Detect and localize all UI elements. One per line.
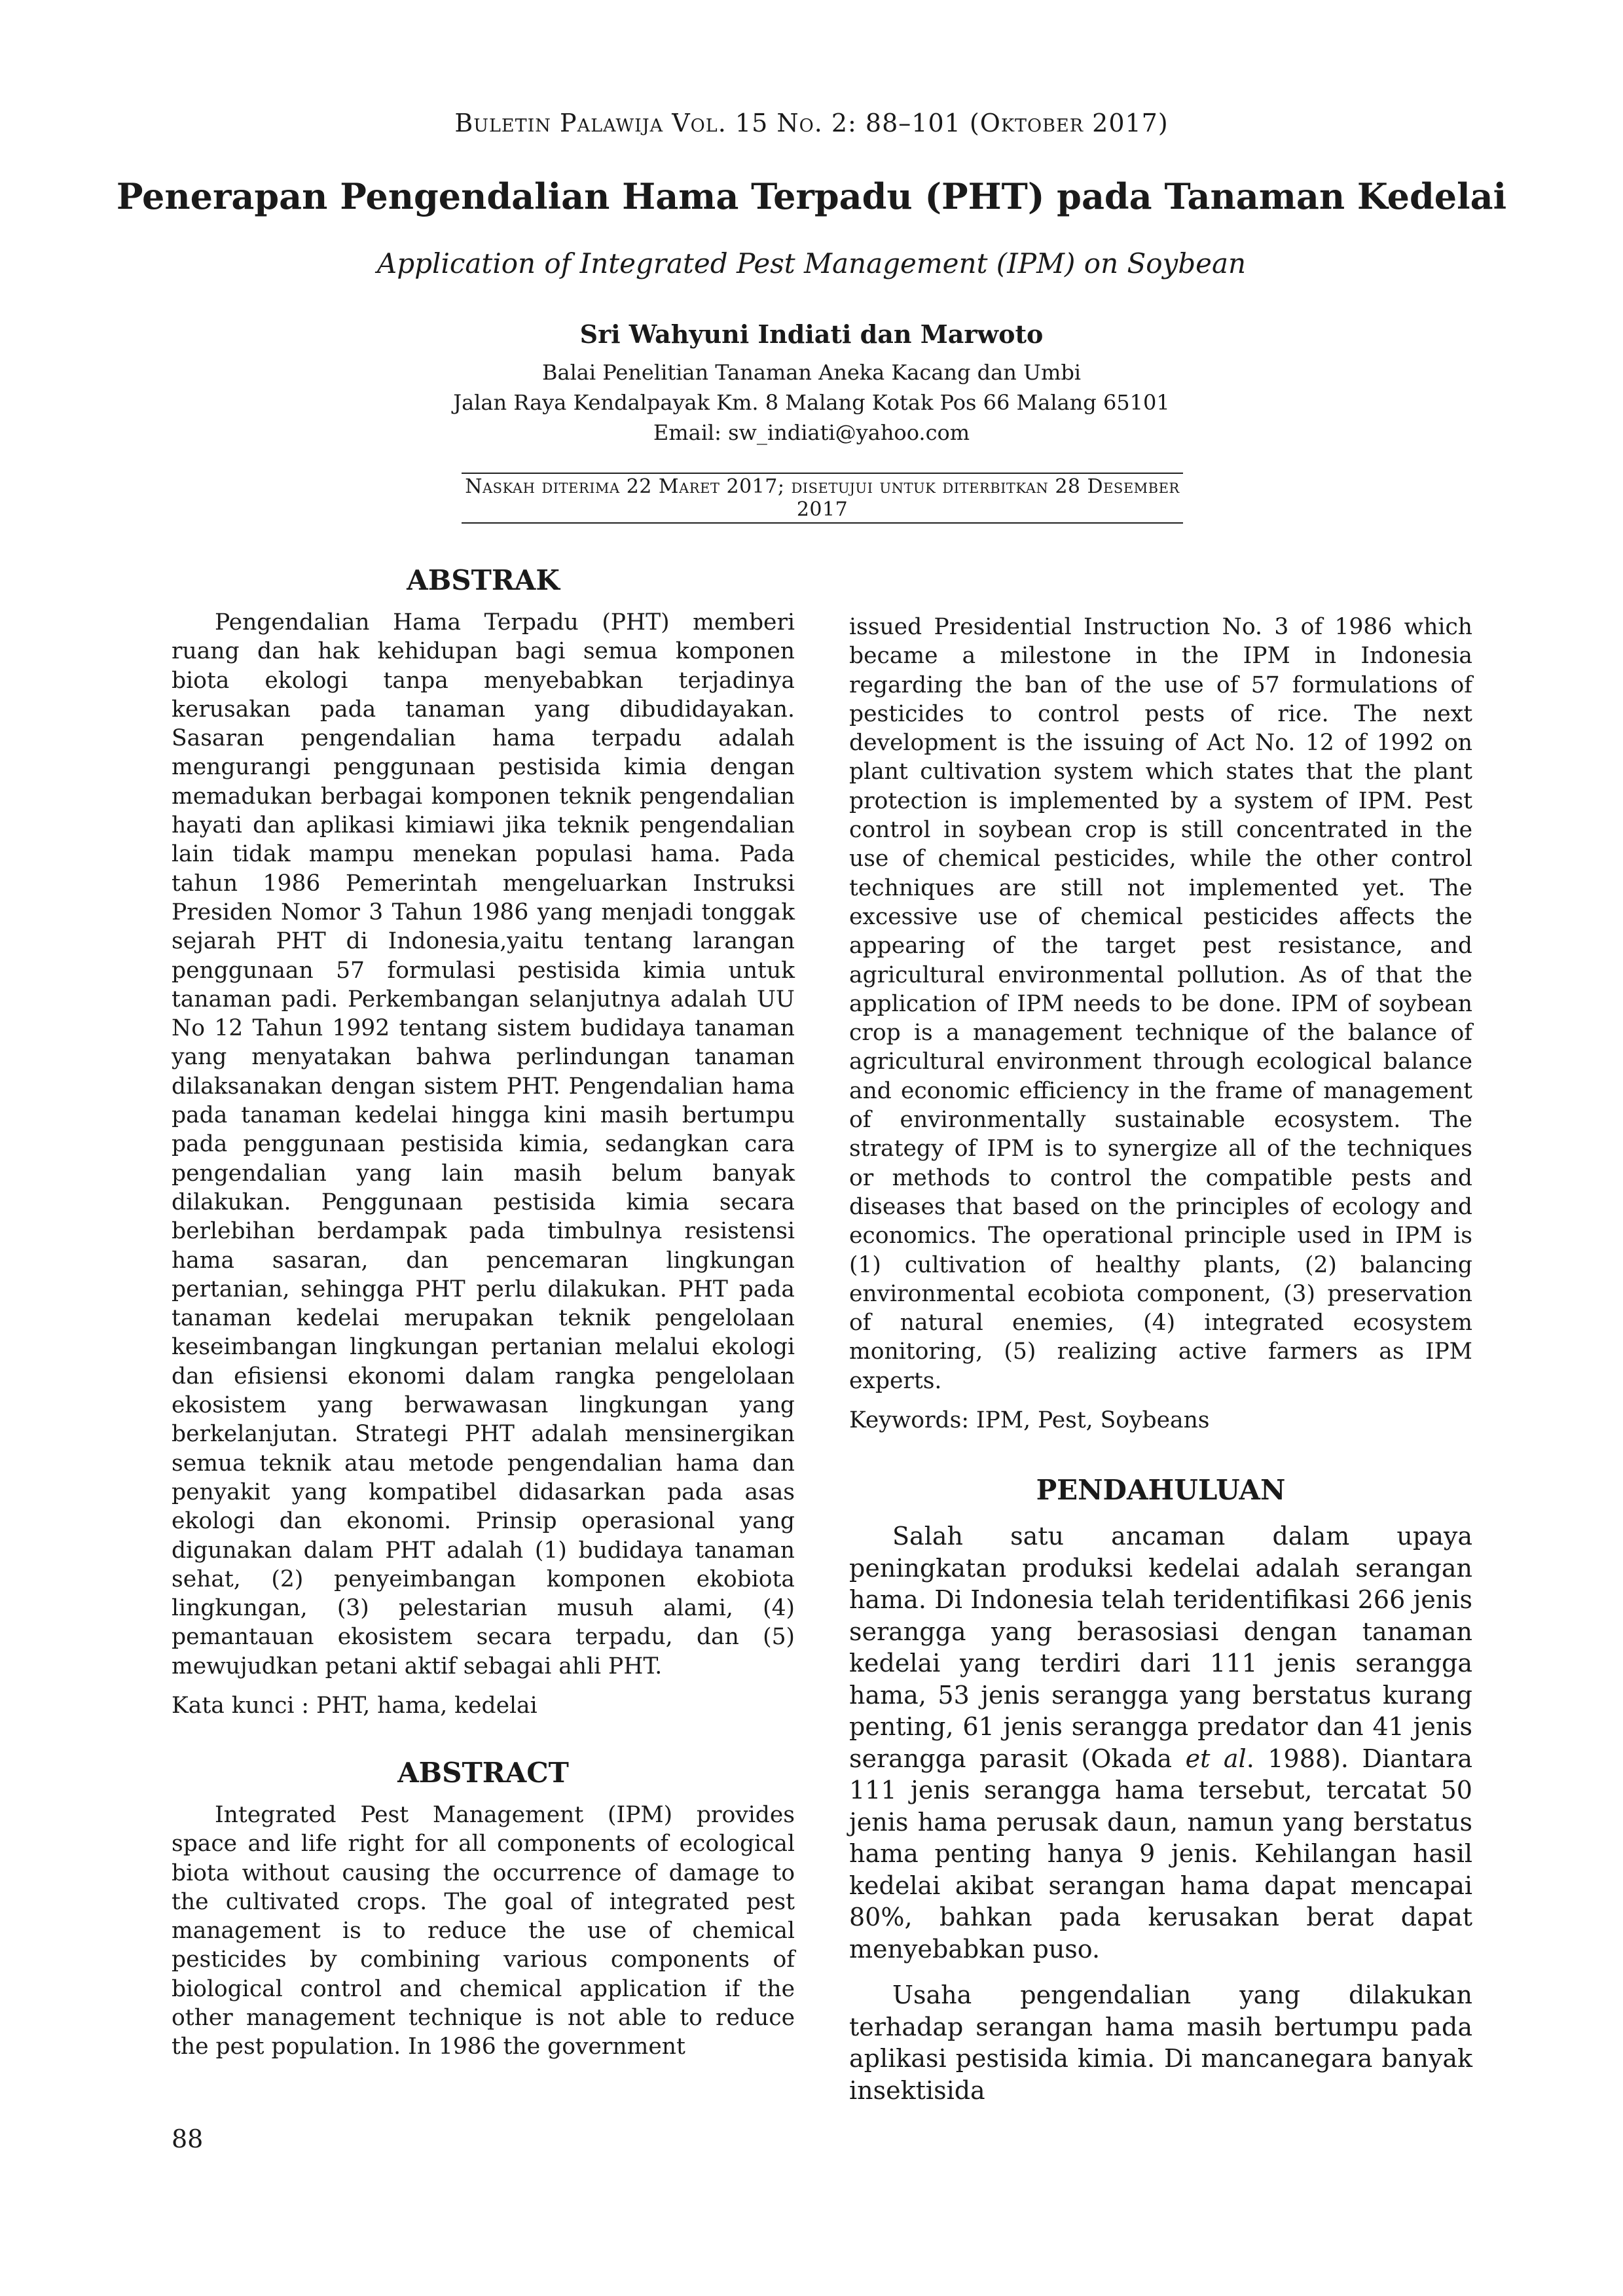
abstrak-text: Pengendalian Hama Terpadu (PHT) memberi ruang dan hak kehidupan bagi semua komponen biota ekologi tanpa menyebabkan terjadinya kerusakan pada tanaman yang dibudidayakan. Sasaran pengendalian hama terpadu adalah mengurangi penggunaan pestisida kimia dengan memadukan berbagai komponen teknik pengendalian hayati dan aplikasi kimiawi jika teknik pengendalian lain tidak mampu menekan populasi hama. Pada tahun 1986 Pemerintah mengeluarkan Instruksi Presiden Nomor 3 Tahun 1986 yang menjadi tonggak sejarah PHT di Indonesia,yaitu tentang larangan penggunaan 57 formulasi pestisida kimia untuk tanaman padi. Perkembangan selanjutnya adalah UU No 12 Tahun 1992 tentang sistem budidaya tanaman yang menyatakan bahwa perlindungan tanaman dilaksanakan dengan sistem PHT. Pengendalian hama pada tanaman kedelai hingga kini masih bertumpu pada penggunaan pestisida kimia, sedangkan cara pengendalian yang lain masih belum banyak dilakukan. Penggunaan pestisida kimia secara berlebihan berdampak pada timbulnya resistensi hama sasaran, dan pencemaran lingkungan pertanian, sehingga PHT perlu dilakukan. PHT pada tanaman kedelai merupakan teknik pengelolaan keseimbangan lingkungan pertanian melalui ekologi dan efisiensi ekonomi dalam rangka pengelolaan ekosistem yang berwawasan lingkungan yang berkelanjutan. Strategi PHT adalah mensinergikan semua teknik atau metode pengendalian hama dan penyakit yang kompatibel didasarkan pada asas ekologi dan ekonomi. Prinsip operasional yang digunakan dalam PHT adalah (1) budidaya tanaman sehat, (2) penyeimbangan komponen ekobiota lingkungan, (3) pelestarian musuh alami, (4) pemantauan ekosistem secara terpadu, dan (5) mewujudkan petani aktif sebagai ahli PHT. bbox=[172, 609, 795, 1679]
pendahuluan-heading: PENDAHULUAN bbox=[1036, 1474, 1286, 1507]
abstrak-heading: ABSTRAK bbox=[407, 564, 560, 596]
journal-header: Buletin Palawija Vol. 15 No. 2: 88–101 (Oktober 2017) bbox=[454, 109, 1169, 137]
abstrak-keywords: Kata kunci : PHT, hama, kedelai bbox=[172, 1692, 538, 1719]
page-number: 88 bbox=[172, 2125, 204, 2153]
left-column bbox=[172, 564, 795, 2062]
affiliation-institution: Balai Penelitian Tanaman Aneka Kacang dan Umbi bbox=[541, 360, 1082, 385]
pendahuluan-paragraph-2: Usaha pengendalian yang dilakukan terhadap serangan hama masih bertumpu pada aplikasi pestisida kimia. Di mancanegara banyak insektisida bbox=[849, 1981, 1472, 2105]
abstract-text-right: issued Presidential Instruction No. 3 of 1986 which became a milestone in the IPM in Indonesia regarding the ban of the use of 57 formulations of pesticides to control pests of rice. The next development is the issuing of Act No. 12 of 1992 on plant cultivation system which states that the plant protection is implemented by a system of IPM. Pest control in soybean crop is still concentrated in the use of chemical pesticides, while the other control techniques are still not implemented yet. The excessive use of chemical pesticides affects the appearing of the target pest resistance, and agricultural environmental pollution. As of that the application of IPM needs to be done. IPM of soybean crop is a management technique of the balance of agricultural environment through ecological balance and economic efficiency in the frame of management of environmentally sustainable ecosystem. The strategy of IPM is to synergize all of the techniques or methods to control the compatible pests and diseases that based on the principles of ecology and economics. The operational principle used in IPM is (1) cultivation of healthy plants, (2) balancing environmental ecobiota component, (3) preservation of natural enemies, (4) integrated ecosystem monitoring, (5) realizing active farmers as IPM experts. bbox=[849, 614, 1472, 1394]
paper-title: Penerapan Pengendalian Hama Terpadu (PHT) pada Tanaman Kedelai bbox=[116, 175, 1507, 217]
affiliation-address: Jalan Raya Kendalpayak Km. 8 Malang Kotak Pos 66 Malang 65101 bbox=[453, 390, 1170, 415]
pendahuluan-paragraph-1 bbox=[849, 1520, 1472, 1965]
pendahuluan-p1-italic: et al bbox=[1185, 1744, 1247, 1773]
pendahuluan-p1-text-b: . 1988). Diantara 111 jenis serangga hama tersebut, tercatat 50 jenis hama perusak daun, namun yang berstatus hama penting hanya 9 jenis. Kehilangan hasil kedelai akibat serangan hama dapat mencapai 80%, bahkan pada kerusakan berat dapat menyebabkan puso. bbox=[849, 1744, 1472, 1964]
pendahuluan-p1-text-a: Salah satu ancaman dalam upaya peningkatan produksi kedelai adalah serangan hama. Di Indonesia telah teridentifikasi 266 jenis serangga yang berasosiasi dengan tanaman kedelai yang terdiri dari 111 jenis serangga hama, 53 jenis serangga yang berstatus kurang penting, 61 jenis serangga predator dan 41 jenis serangga parasit (Okada bbox=[849, 1522, 1472, 1773]
abstract-text-left: Integrated Pest Management (IPM) provides space and life right for all components of ecological biota without causing the occurrence of damage to the cultivated crops. The goal of integrated pest management is to reduce the use of chemical pesticides by combining various components of biological control and chemical application if the other management technique is not able to reduce the pest population. In 1986 the government bbox=[172, 1801, 795, 2060]
abstract-heading: ABSTRACT bbox=[397, 1756, 569, 1789]
paper-subtitle: Application of Integrated Pest Management (IPM) on Soybean bbox=[376, 247, 1247, 279]
right-column bbox=[849, 613, 1472, 2106]
received-dates: Naskah diterima 22 Maret 2017; disetujui untuk diterbitkan 28 Desember 2017 bbox=[462, 473, 1183, 524]
author-email: Email: sw_indiati@yahoo.com bbox=[653, 420, 970, 445]
authors: Sri Wahyuni Indiati dan Marwoto bbox=[579, 319, 1044, 349]
abstract-keywords: Keywords: IPM, Pest, Soybeans bbox=[849, 1407, 1210, 1434]
